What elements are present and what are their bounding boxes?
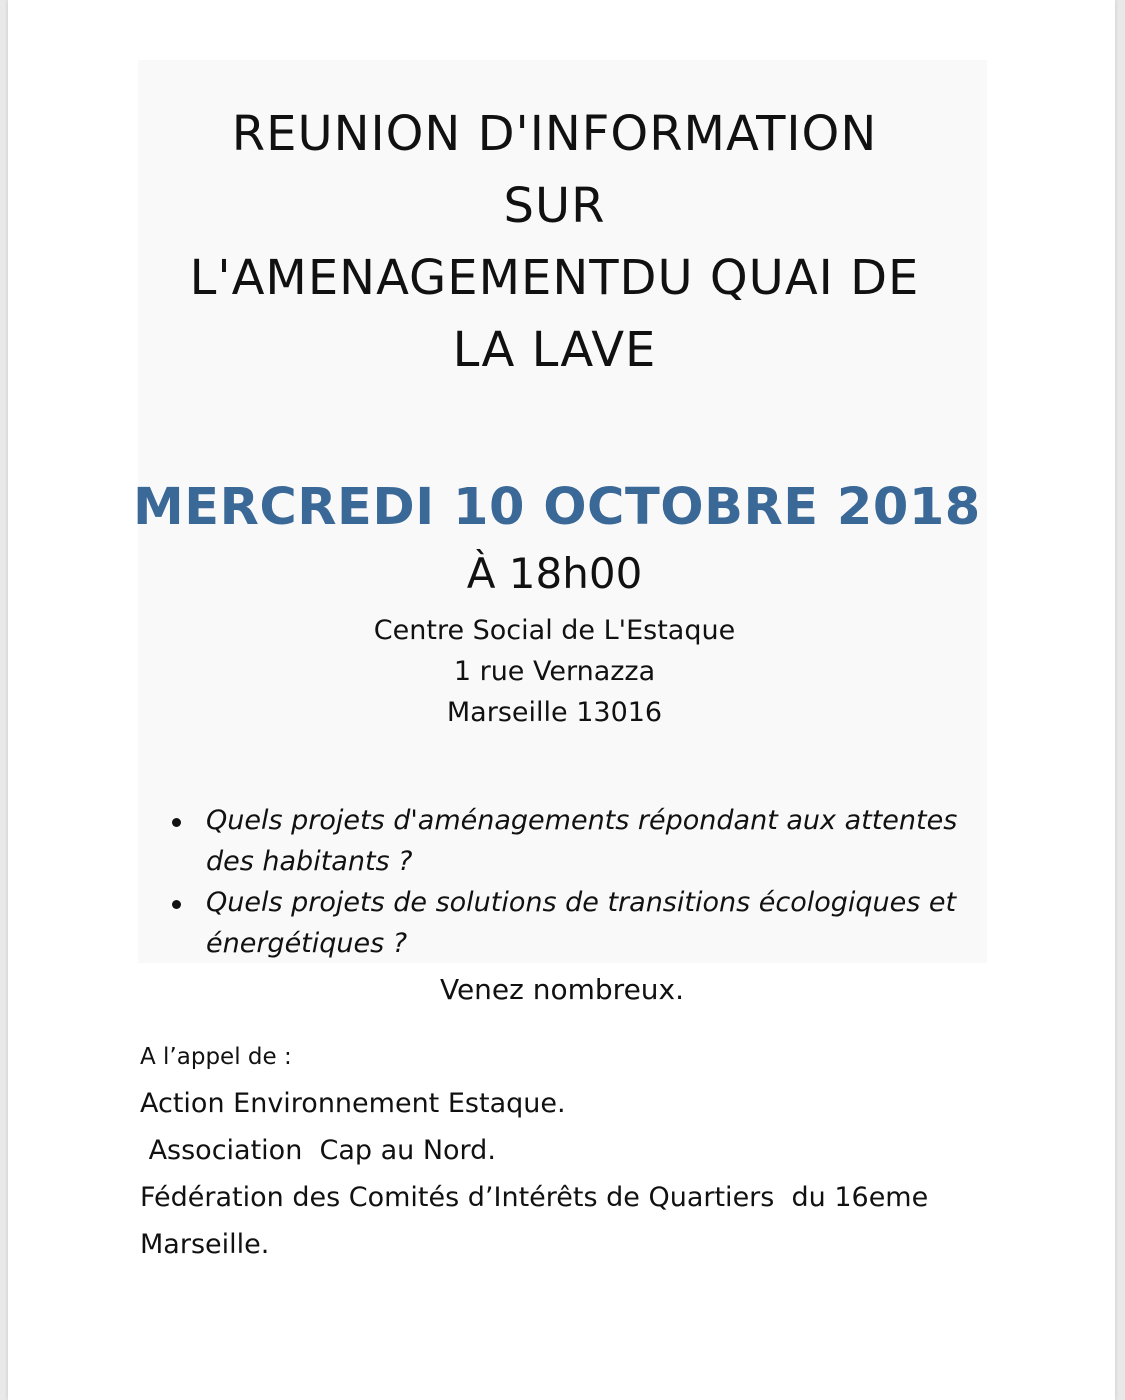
address-line-1: Centre Social de L'Estaque xyxy=(373,615,736,646)
question-text: Quels projets d'aménagements répondant aux attentes des habitants ? xyxy=(206,805,958,877)
document-title xyxy=(130,98,979,386)
organizer-4: Marseille. xyxy=(140,1229,270,1260)
title-line-4: LA LAVE xyxy=(452,322,657,378)
event-time: À 18h00 xyxy=(466,549,643,598)
question-list xyxy=(160,800,980,964)
event-address xyxy=(130,610,979,733)
title-line-1: REUNION D'INFORMATION xyxy=(231,106,878,162)
question-text: Quels projets de solutions de transitions écologiques et énergétiques ? xyxy=(206,887,957,959)
event-date: MERCREDI 10 OCTOBRE 2018 xyxy=(133,478,981,537)
bullet-icon xyxy=(172,818,181,827)
list-item xyxy=(160,882,980,964)
title-line-2: SUR xyxy=(503,178,606,234)
title-line-3: L'AMENAGEMENTDU QUAI DE xyxy=(189,250,920,306)
bullet-icon xyxy=(172,900,181,909)
organizers-label: A l’appel de : xyxy=(140,1044,292,1070)
address-line-2: 1 rue Vernazza xyxy=(453,656,656,687)
organizers-list xyxy=(140,1080,1000,1268)
organizer-3: Fédération des Comités d’Intérêts de Quartiers du 16eme xyxy=(140,1182,929,1213)
list-item xyxy=(160,800,980,882)
invitation-text: Venez nombreux. xyxy=(439,973,685,1006)
organizer-1: Action Environnement Estaque. xyxy=(140,1088,566,1119)
address-line-3: Marseille 13016 xyxy=(446,697,663,728)
organizer-2: Association Cap au Nord. xyxy=(140,1135,496,1166)
